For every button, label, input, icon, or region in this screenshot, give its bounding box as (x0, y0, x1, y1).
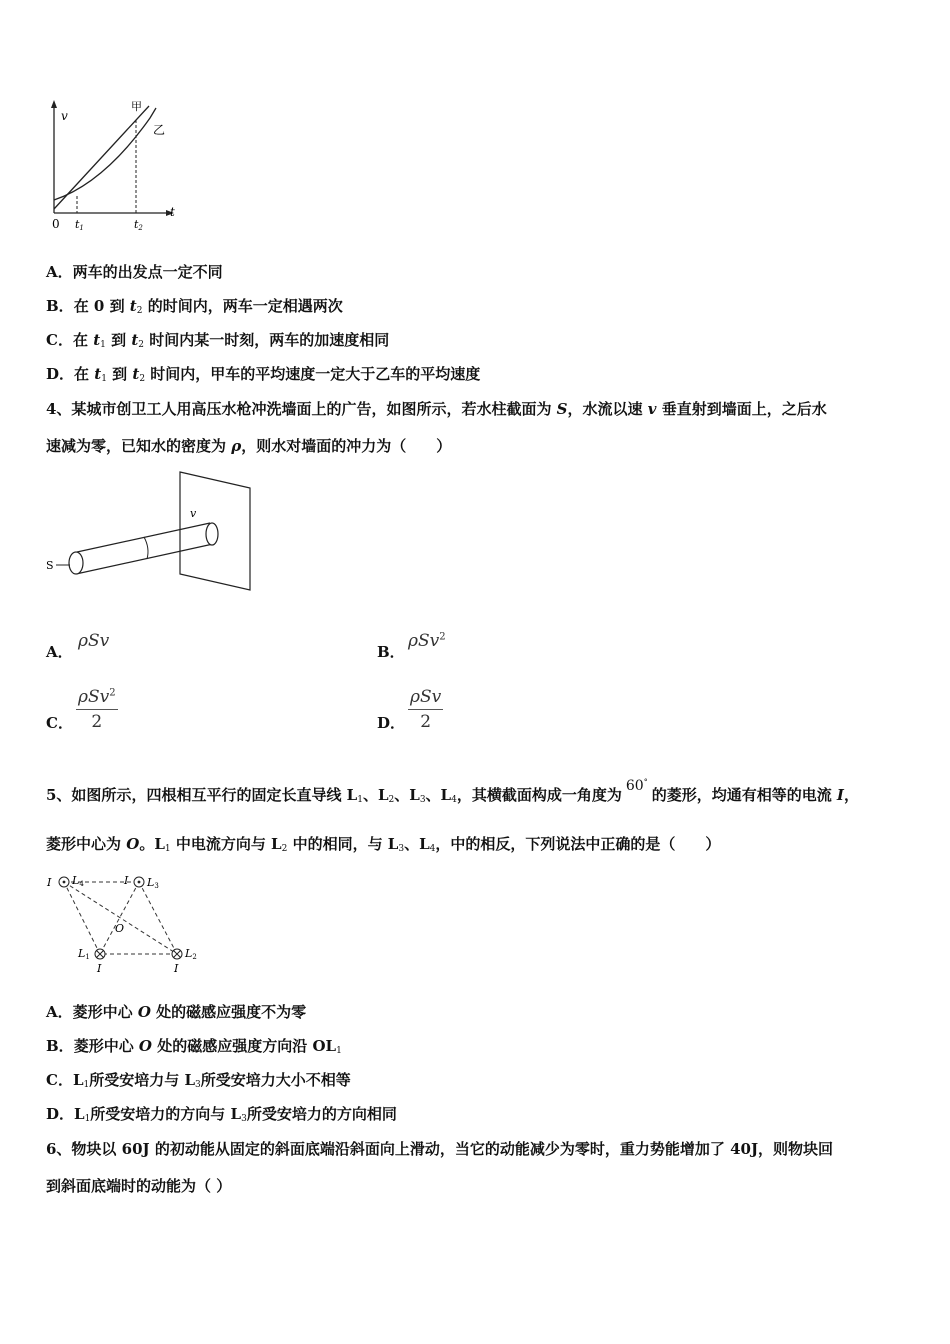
q6-stem-line1: 6、物块以 60J 的初动能从固定的斜面底端沿斜面向上滑动，当它的动能减少为零时，重力势能增加了 40J，则物块回 (46, 1140, 834, 1158)
l3-current-label: I (124, 874, 129, 887)
l4-current-label: I (47, 876, 52, 889)
cross-section-arc (144, 537, 148, 559)
q5-option-b[interactable]: B．菱形中心 O 处的磁感应强度方向沿 $OL_1$ (46, 1037, 342, 1056)
q4-option-d-fraction: ρSv 2 (410, 687, 442, 732)
q6-stem-line2: 到斜面底端时的动能为（ ） (46, 1177, 232, 1195)
column-front-end (206, 523, 218, 545)
v-axis-arrow (51, 100, 57, 108)
q4-option-a-formula: ρSv (78, 631, 110, 651)
t1-label: t1 (75, 218, 84, 232)
l3-label: L3 (147, 876, 159, 890)
q5-stem-line1: 5、如图所示，四根相互平行的固定长直导线 $L_1$、$L_2$、$L_3$、$L_4$，其横截面构成一角度为 60°的菱形，均通有相等的电流 I， (46, 777, 859, 805)
rhombus-edges (64, 882, 177, 954)
t-label: t (170, 205, 175, 219)
t2-label: t2 (134, 218, 143, 232)
wire-l4 (59, 877, 69, 887)
q3-option-c[interactable]: C．在 $t_1$ 到 $t_2$ 时间内某一时刻，两车的加速度相同 (46, 331, 390, 350)
l4-label: L4 (72, 874, 84, 888)
l2-label: L2 (185, 947, 197, 961)
q4-option-b-label[interactable]: B． (377, 643, 405, 661)
q4-option-c-fraction: ρSv$^2$ 2 (78, 687, 116, 732)
l1-label: L1 (78, 947, 90, 961)
wire-l1 (95, 949, 105, 959)
q4-option-d-label[interactable]: D． (377, 714, 406, 732)
wire-l2 (172, 949, 182, 959)
wire-l3 (134, 877, 144, 887)
water-jet-figure (44, 470, 259, 595)
l1-current-label: I (97, 962, 102, 975)
v-label: v (190, 507, 197, 520)
q5-stem-line2: 菱形中心为 O。$L_1$ 中电流方向与 $L_2$ 中的相同，与 $L_3$、$L_4$，中的相反，下列说法中正确的是（ ） (46, 835, 721, 854)
s-label: S (46, 559, 54, 572)
q4-option-b-formula: ρSv$^2$ (408, 631, 446, 651)
l2-current-label: I (174, 962, 179, 975)
v-t-graph (44, 98, 194, 238)
wires-rhombus-figure (44, 868, 209, 978)
q3-option-b[interactable]: B．在 0 到 $t_2$ 的时间内，两车一定相遇两次 (46, 297, 343, 316)
column-back-end (69, 552, 83, 574)
q3-option-a[interactable]: A．两车的出发点一定不同 (46, 263, 223, 281)
q5-option-d[interactable]: D．$L_1$所受安培力的方向与 $L_3$所受安培力的方向相同 (46, 1105, 397, 1124)
q4-option-c-label[interactable]: C． (46, 714, 73, 732)
origin-label: 0 (52, 217, 60, 231)
q5-option-a[interactable]: A．菱形中心 O 处的磁感应强度不为零 (46, 1003, 307, 1021)
q4-stem-line2: 速减为零，已知水的密度为 ρ，则水对墙面的冲力为（ ） (46, 437, 452, 455)
yi-label: 乙 (153, 123, 166, 137)
q4-option-a-label[interactable]: A． (46, 643, 73, 661)
q5-option-c[interactable]: C．$L_1$所受安培力与 $L_3$所受安培力大小不相等 (46, 1071, 351, 1090)
q3-option-d[interactable]: D．在 $t_1$ 到 $t_2$ 时间内，甲车的平均速度一定大于乙车的平均速度 (46, 365, 481, 384)
q4-stem-line1: 4、某城市创卫工人用高压水枪冲洗墙面上的广告，如图所示，若水柱截面为 S，水流以速 v 垂直射到墙面上，之后水 (46, 400, 827, 418)
jia-label: 甲 (131, 100, 142, 113)
center-o-label: O (115, 922, 125, 935)
v-label: v (61, 109, 68, 123)
